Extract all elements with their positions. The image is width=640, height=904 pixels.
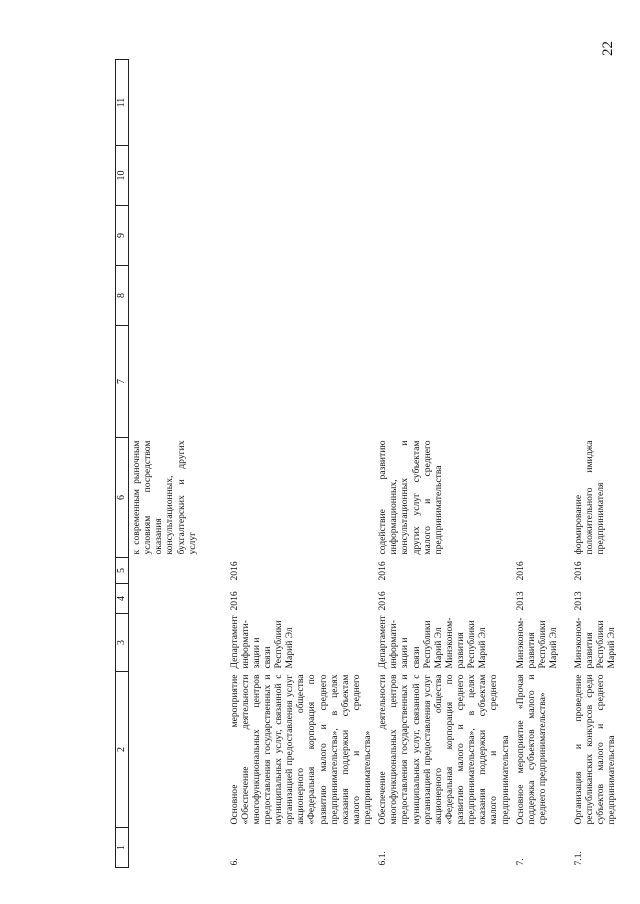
header-row: [116, 60, 129, 868]
row-number: 6.: [228, 858, 240, 866]
event-name: Обеспечение деятельности многофункциональных центров предоставления государственных и муниципальных услуг, связанной с организацией предоставления услуг акционерного общества «Федеральная корпорация по развитию малого и среднего предпринимательства», в целях оказания поддержки субъектам малого и среднего предпринимательства: [377, 674, 511, 825]
end-year: 2016: [572, 561, 584, 581]
start-year: 2016: [228, 591, 240, 611]
event-name: [129, 672, 227, 828]
event-name: Основное мероприятие «Обеспечение деятельности многофункциональных центров предоставления государственных и муниципальных услуг, связанной с организацией предоставления услуг акционерного общества «Федеральная корпорация по развитию малого и среднего предпринимательства», в целях оказания поддержки субъектам малого и среднего предпринимательства»: [228, 674, 373, 825]
table-row: [513, 60, 571, 868]
plan-table: [115, 59, 631, 868]
row-number: [129, 828, 227, 868]
table-row: [129, 60, 227, 868]
executor: Департамент информати-зации и связи Республики Марий Эл: [228, 615, 296, 669]
header-cell: 4: [116, 584, 129, 614]
page-number: 22: [600, 41, 616, 56]
header-cell: 11: [116, 60, 129, 146]
table-row: [375, 60, 513, 868]
start-year: 2016: [377, 591, 389, 611]
header-cell: 8: [116, 266, 129, 326]
header-cell: 3: [116, 614, 129, 672]
end-year: 2016: [377, 561, 389, 581]
table-row: [227, 60, 376, 868]
header-cell: 10: [116, 146, 129, 206]
header-cell: 2: [116, 672, 129, 828]
header-cell: 5: [116, 558, 129, 584]
end-year: 2016: [514, 561, 526, 581]
expected-result: [227, 438, 376, 558]
rotated-table-container: [115, 60, 617, 868]
executor: Минэконом-развития Республики Марий Эл: [514, 617, 559, 669]
start-year: 2013: [514, 591, 526, 611]
row-number: 7.1.: [572, 851, 584, 866]
table-row: [571, 60, 631, 868]
executor: Минэконом-развития Республики Марий Эл: [572, 617, 617, 669]
header-cell: 9: [116, 206, 129, 266]
expected-result: содействие развитию информационных, консультационных и других услуг субъектам малого и среднего предпринимательства: [377, 440, 444, 555]
expected-result: формирование положительного имиджа предпринимателя: [572, 440, 606, 555]
start-year: 2013: [572, 591, 584, 611]
executor: Департамент информати-зации и связи Республики Марий Эл Минэконом-развития Республики Марий Эл: [377, 615, 489, 669]
event-name: Основное мероприятие «Прочая поддержка субъектов малого и среднего предпринимательства»: [514, 674, 548, 825]
end-year: 2016: [228, 561, 240, 581]
header-cell: 1: [116, 828, 129, 868]
header-cell: 6: [116, 438, 129, 558]
row-number: 6.1.: [377, 851, 389, 866]
end-year: [129, 558, 227, 584]
expected-result: к современным рыночным условиям посредством оказания консультационных, бухгалтерских и других услуг: [131, 440, 198, 555]
executor: [129, 614, 227, 672]
expected-result: [513, 438, 571, 558]
event-name: Организация и проведение республиканских конкурсов среди субъектов малого и среднего предпринимательства: [572, 674, 617, 825]
start-year: [129, 584, 227, 614]
row-number: 7.: [514, 858, 526, 866]
header-cell: 7: [116, 326, 129, 438]
